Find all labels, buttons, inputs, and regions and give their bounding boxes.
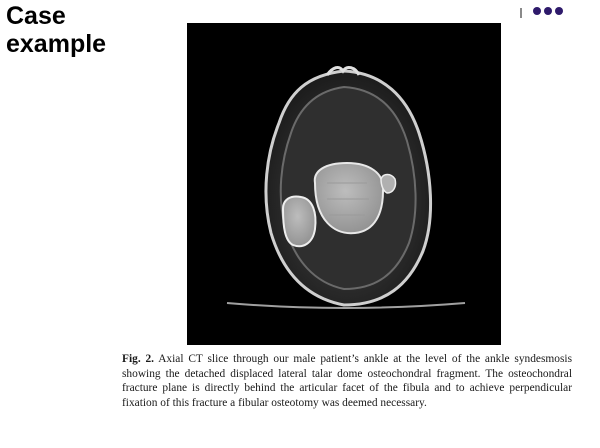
slide-title-line-1: Case [6, 2, 66, 30]
ct-scan-drawing [187, 23, 501, 345]
dot-2 [544, 7, 552, 15]
slide-title-line-2: example [6, 30, 107, 58]
slide-title [6, 2, 146, 58]
ct-scan-image [187, 23, 501, 345]
header-divider [520, 8, 522, 18]
dot-1 [533, 7, 541, 15]
dot-3 [555, 7, 563, 15]
figure-caption [122, 352, 572, 410]
caption-label: Fig. 2. [122, 353, 155, 365]
caption-text: Axial CT slice through our male patient’s ankle at the level of the ankle syndesmosis showing the detached displaced lateral talar dome osteochondral fragment. The osteochondral fracture plane is directly behind the articular facet of the fibula and to achieve perpendicular fixation of this fracture a fibular osteotomy was deemed necessary. [122, 353, 572, 409]
more-dots-icon[interactable] [533, 7, 563, 15]
